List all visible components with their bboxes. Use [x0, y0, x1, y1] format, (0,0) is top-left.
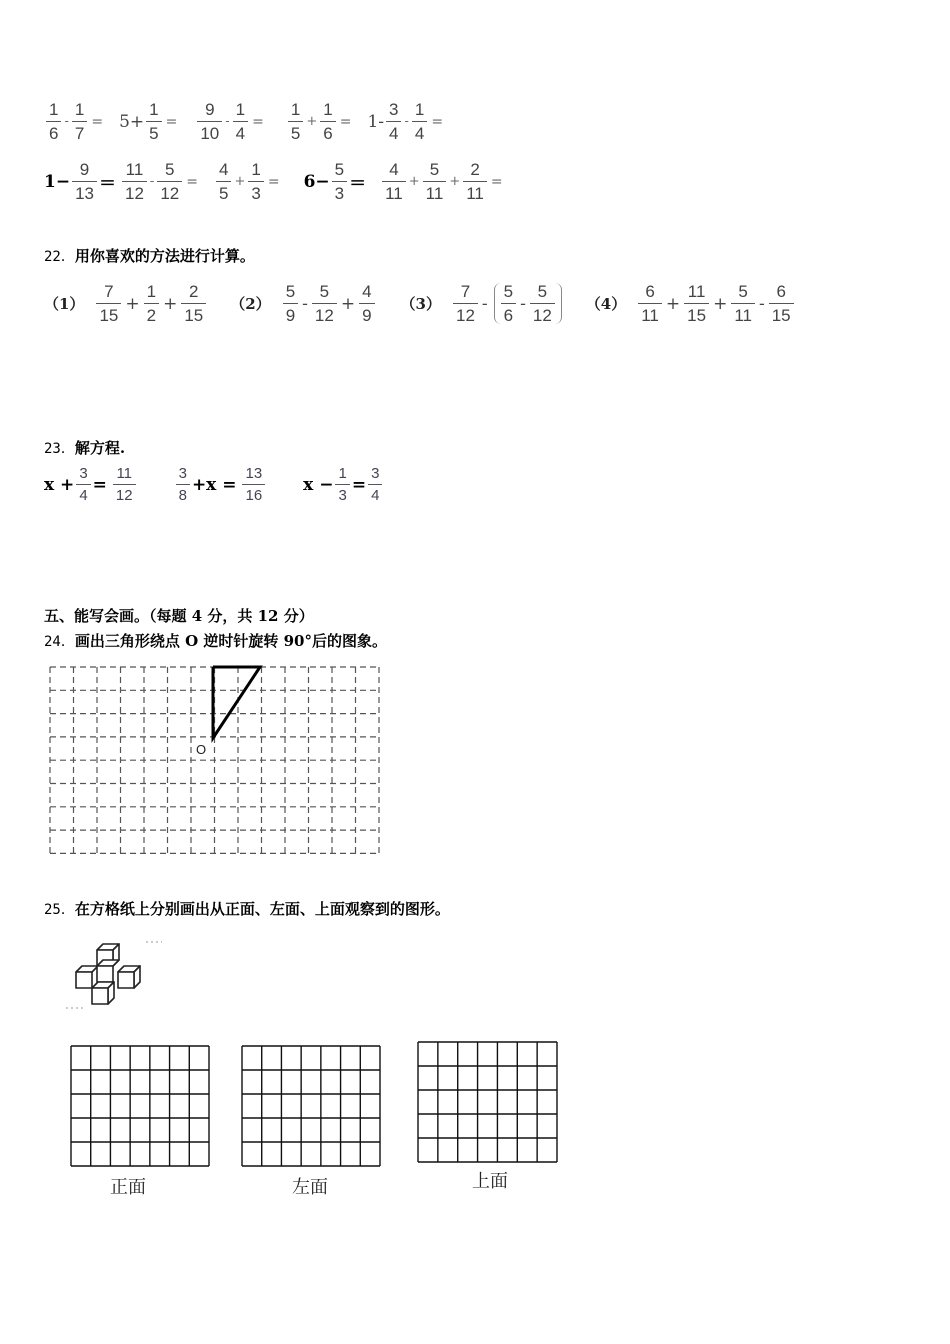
- question-25-title: 25． 在方格纸上分别画出从正面、左面、上面观察到的图形。: [44, 900, 450, 918]
- expr-2-4: 6− $\frac{5}{3}$ ＝: [303, 160, 367, 203]
- expr-1-5: 1- $\frac{3}{4}$ - $\frac{1}{4}$ =: [367, 100, 444, 143]
- fraction: $\frac{13}{16}$: [242, 466, 265, 503]
- cube-stack-figure: [66, 938, 166, 1014]
- equation-2: $\frac{3}{8}$ +x = $\frac{13}{16}$: [174, 466, 268, 503]
- expr-2-2: $\frac{11}{12}$ - $\frac{5}{12}$ =: [120, 161, 200, 202]
- fraction: $\frac{9}{13}$: [72, 161, 97, 202]
- calc-row-2: [44, 161, 505, 202]
- question-23-equations: [44, 466, 384, 503]
- fraction: $\frac{1}{5}$: [146, 101, 161, 142]
- fraction: $\frac{7}{15}$: [96, 283, 121, 324]
- fraction: $\frac{1}{4}$: [233, 101, 248, 142]
- expr-2-1: 1− $\frac{9}{13}$ ＝: [44, 160, 116, 203]
- fraction: $\frac{6}{11}$: [638, 283, 662, 324]
- expr-1-4: $\frac{1}{5}$ + $\frac{1}{6}$ =: [286, 101, 354, 142]
- fraction: $\frac{5}{6}$: [501, 283, 516, 324]
- problem-22-3: （3） $\frac{7}{12}$ - $\frac{5}{6}$ - $\frac{5}{12}$: [401, 283, 562, 324]
- fraction: $\frac{4}{9}$: [359, 283, 374, 324]
- expr-1-2: 5+ $\frac{1}{5}$ =: [119, 100, 178, 143]
- fraction: $\frac{2}{15}$: [181, 283, 206, 324]
- fraction: $\frac{4}{5}$: [216, 161, 231, 202]
- problem-22-2: （2） $\frac{5}{9}$ - $\frac{5}{12}$ + $\frac{4}{9}$: [230, 283, 376, 324]
- question-22-title: 22． 用你喜欢的方法进行计算。: [44, 247, 255, 265]
- section-5-title: 五、能写会画。（每题 4 分，共 12 分）: [44, 607, 314, 625]
- problem-22-4: （4） $\frac{6}{11}$ + $\frac{11}{15}$ + $\frac{5}{11}$ - $\frac{6}{15}$: [586, 283, 796, 324]
- question-22-problems: [44, 283, 796, 324]
- fraction: $\frac{5}{9}$: [283, 283, 298, 324]
- fraction: $\frac{3}{8}$: [176, 466, 190, 503]
- fraction: $\frac{5}{11}$: [423, 161, 447, 202]
- fraction: $\frac{2}{11}$: [463, 161, 487, 202]
- expr-1-3: $\frac{9}{10}$ - $\frac{1}{4}$ =: [195, 101, 266, 142]
- fraction: $\frac{1}{3}$: [248, 161, 263, 202]
- caption-front: 正面: [110, 1177, 146, 1198]
- parenthesis-group: $\frac{5}{6}$ - $\frac{5}{12}$: [494, 283, 562, 324]
- fraction: $\frac{11}{12}$: [122, 161, 147, 202]
- fraction: $\frac{1}{5}$: [288, 101, 303, 142]
- question-23-title: 23． 解方程.: [44, 439, 126, 457]
- fraction: $\frac{3}{4}$: [386, 101, 401, 142]
- question-24-title: 24． 画出三角形绕点 O 逆时针旋转 90°后的图象。: [44, 632, 387, 650]
- fraction: $\frac{5}{12}$: [530, 283, 555, 324]
- top-view-grid: [416, 1040, 560, 1164]
- equation-3: x − $\frac{1}{3}$ = $\frac{3}{4}$: [303, 466, 384, 503]
- fraction: $\frac{1}{2}$: [144, 283, 159, 324]
- fraction: $\frac{1}{6}$: [46, 101, 61, 142]
- expr-2-5: $\frac{4}{11}$ + $\frac{5}{11}$ + $\frac{2}{11}$ =: [380, 161, 505, 202]
- fraction: $\frac{1}{4}$: [412, 101, 427, 142]
- left-view-grid: [240, 1044, 384, 1168]
- fraction: $\frac{9}{10}$: [197, 101, 222, 142]
- rotation-grid: [44, 662, 384, 858]
- fraction: $\frac{7}{12}$: [453, 283, 478, 324]
- fraction: $\frac{5}{12}$: [312, 283, 337, 324]
- fraction: $\frac{1}{3}$: [335, 466, 349, 503]
- fraction: $\frac{6}{15}$: [769, 283, 794, 324]
- calc-row-1: [44, 101, 445, 142]
- fraction: $\frac{11}{15}$: [684, 283, 709, 324]
- equation-1: x + $\frac{3}{4}$ = $\frac{11}{12}$: [44, 466, 138, 503]
- fraction: $\frac{4}{11}$: [382, 161, 406, 202]
- fraction: $\frac{3}{4}$: [76, 466, 90, 503]
- expr-2-3: $\frac{4}{5}$ + $\frac{1}{3}$ =: [214, 161, 282, 202]
- point-o-label: O: [196, 742, 207, 757]
- triangle-figure: [213, 667, 260, 738]
- caption-left: 左面: [292, 1177, 328, 1198]
- problem-22-1: （1） $\frac{7}{15}$ + $\frac{1}{2}$ + $\frac{2}{15}$: [44, 283, 208, 324]
- fraction: $\frac{5}{3}$: [332, 161, 347, 202]
- expr-1-1: $\frac{1}{6}$ - $\frac{1}{7}$ =: [44, 101, 105, 142]
- caption-top: 上面: [472, 1171, 508, 1192]
- fraction: $\frac{5}{12}$: [157, 161, 182, 202]
- front-view-grid: [69, 1044, 213, 1168]
- fraction: $\frac{11}{12}$: [113, 466, 136, 503]
- fraction: $\frac{5}{11}$: [731, 283, 755, 324]
- fraction: $\frac{1}{6}$: [320, 101, 335, 142]
- fraction: $\frac{3}{4}$: [368, 466, 382, 503]
- fraction: $\frac{1}{7}$: [72, 101, 87, 142]
